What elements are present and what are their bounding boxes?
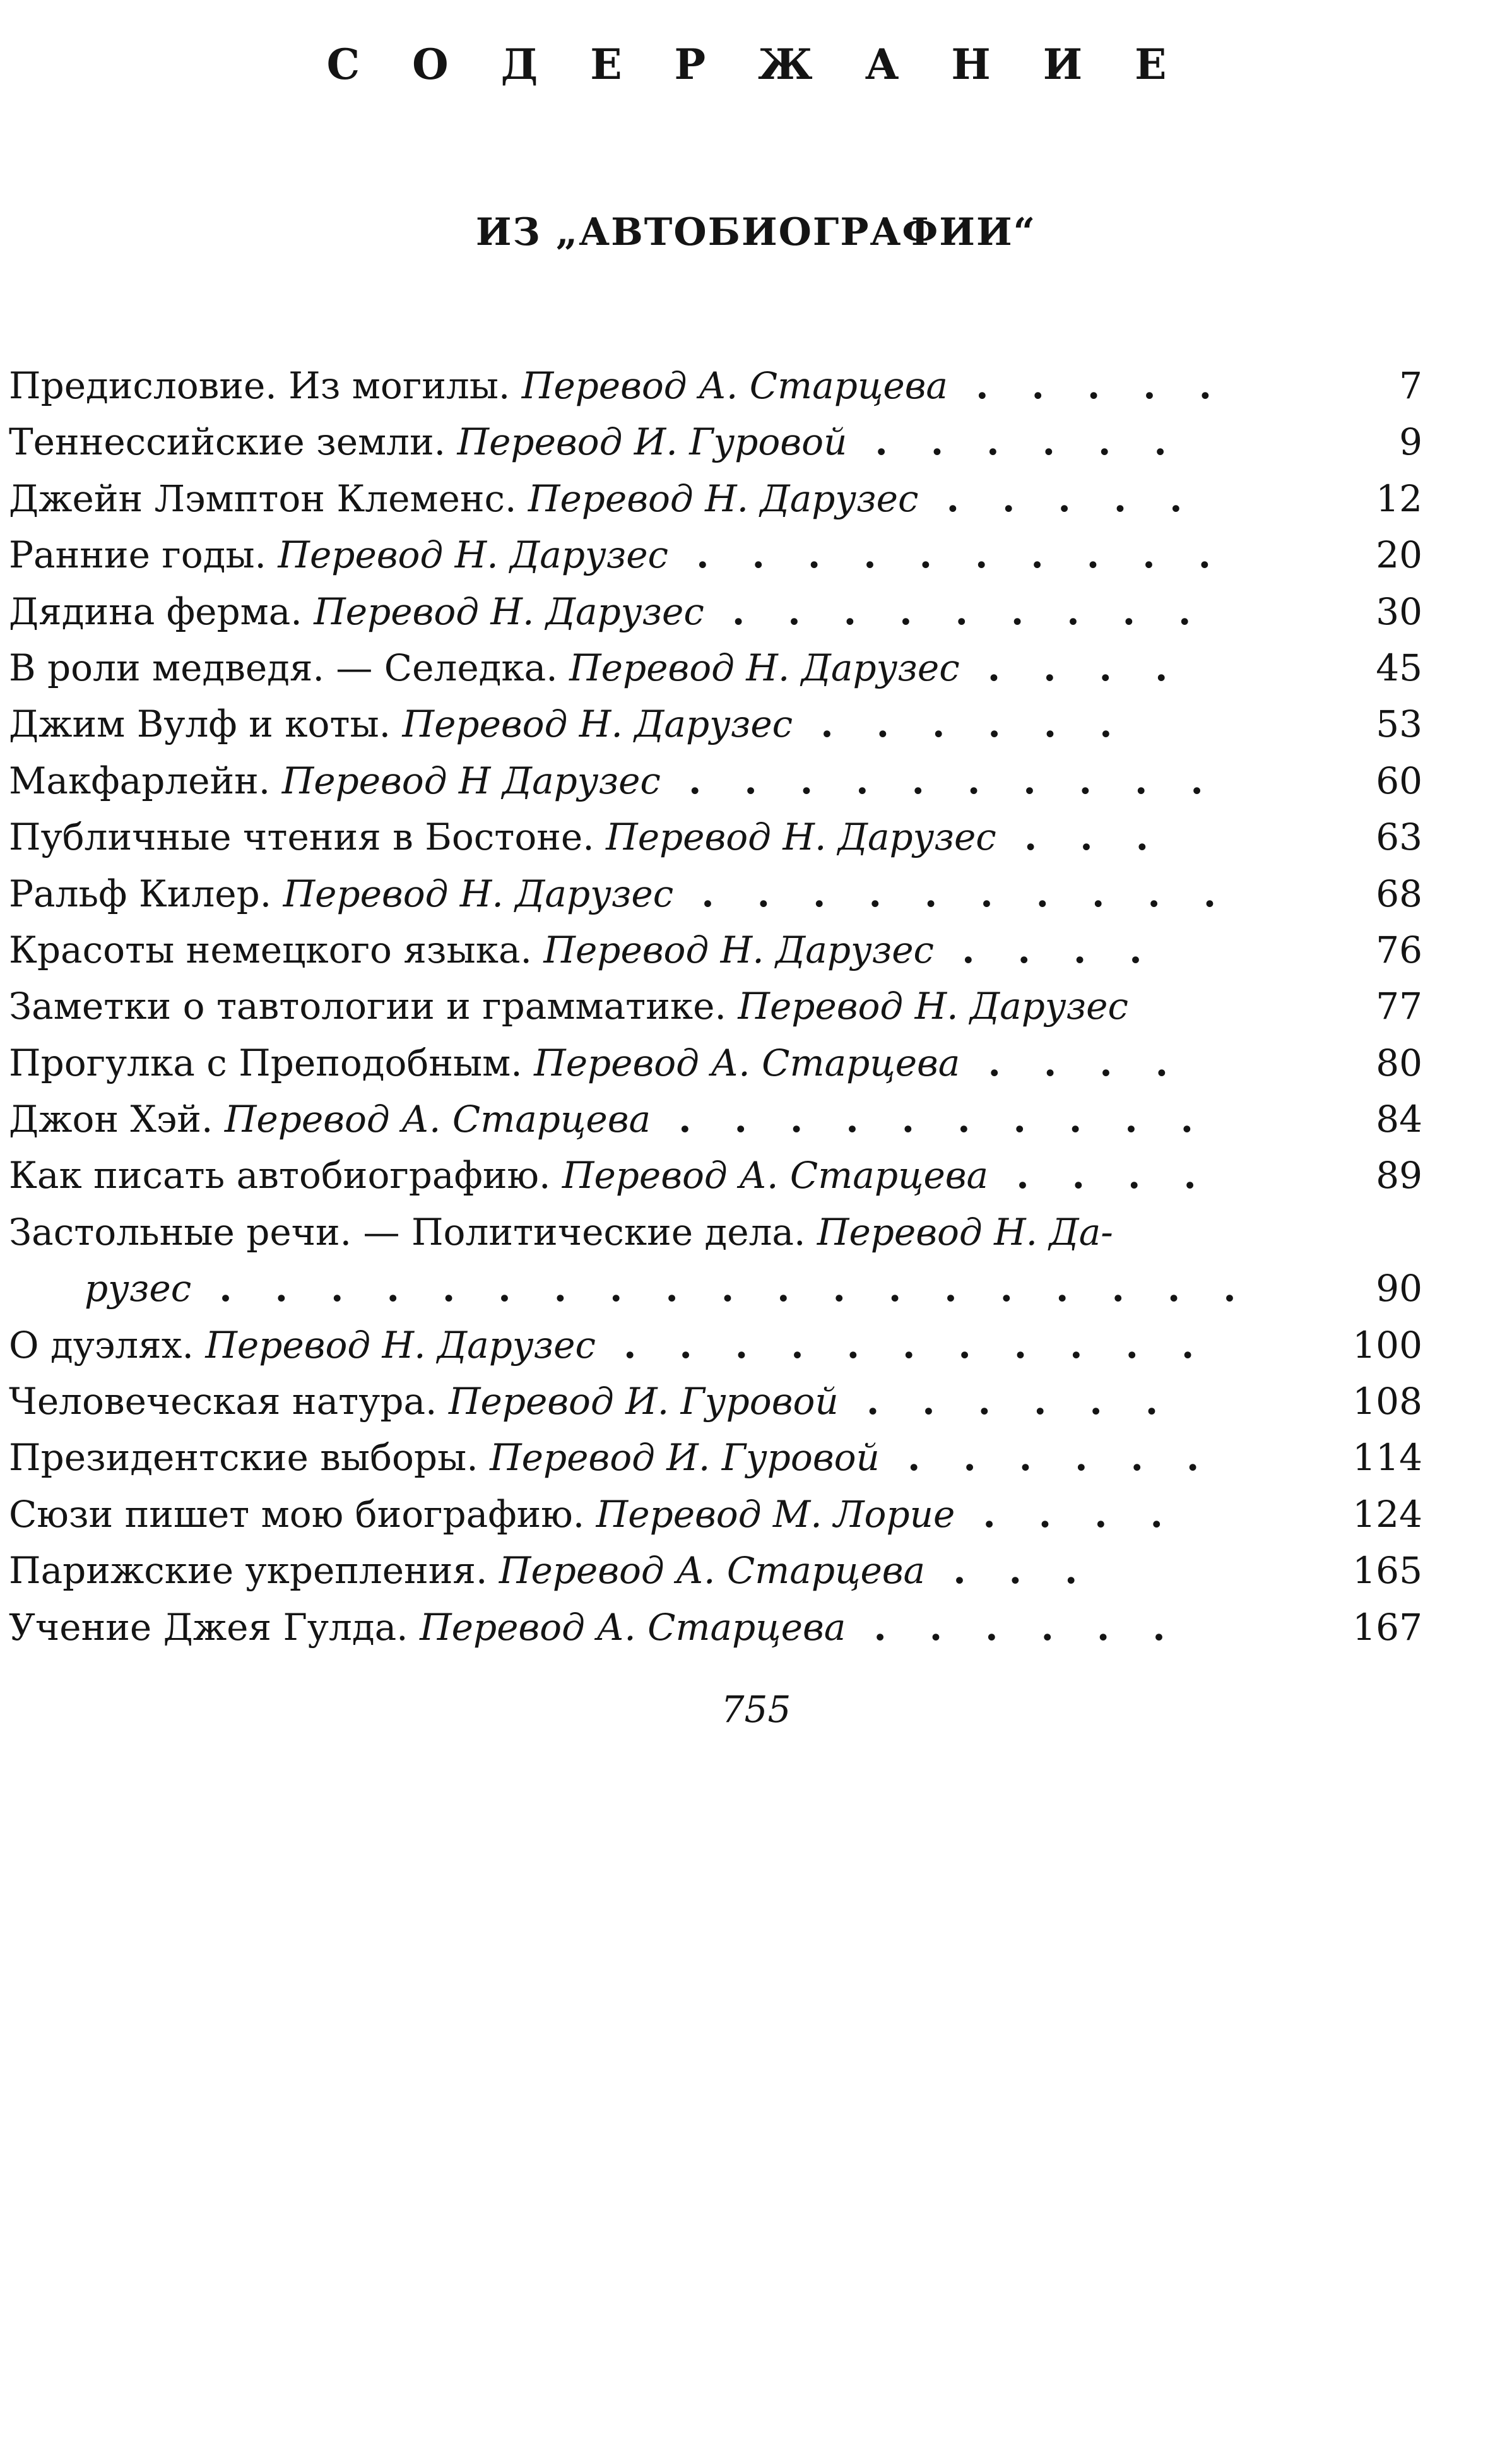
- toc-entry-text: [9, 866, 1284, 922]
- toc-entry-text: [9, 696, 1284, 752]
- toc-entry-translator: Перевод Н. Дарузес: [738, 985, 1128, 1028]
- toc-entry: [9, 1543, 1422, 1599]
- toc-dot-leader: . . . . . .: [793, 703, 1128, 746]
- toc-entry-line: [9, 1261, 1284, 1317]
- toc-entry-text: [9, 1543, 1284, 1599]
- toc-dot-leader: . . . .: [955, 1492, 1178, 1536]
- toc-entry-translator: Перевод Н. Дарузес: [569, 646, 960, 689]
- toc-entry: [9, 1091, 1422, 1148]
- toc-entry-text: [9, 809, 1284, 865]
- toc-entry: [9, 922, 1422, 978]
- toc-entry-title: Джейн Лэмптон Клеменс.: [9, 477, 517, 520]
- toc-entry-page-number: 7: [1399, 364, 1422, 407]
- toc-entry-translator: Перевод А. Старцева: [224, 1098, 651, 1141]
- toc-entry-page-number: 63: [1376, 816, 1422, 859]
- toc-entry: [9, 809, 1422, 865]
- toc-dot-leader: . . . . . . . . . . .: [595, 1323, 1210, 1367]
- toc-entry-title: Красоты немецкого языка.: [9, 928, 532, 971]
- toc-entry-title: Как писать автобиографию.: [9, 1154, 551, 1197]
- toc-entry-title: В роли медведя. — Селедка.: [9, 646, 558, 689]
- toc-entry-title: Предисловие. Из могилы.: [9, 364, 511, 407]
- toc-entry-translator: Перевод Н. Дарузес: [278, 533, 669, 577]
- toc-entry: [9, 1204, 1422, 1317]
- toc-entry-translator: Перевод Н. Дарузес: [283, 872, 674, 915]
- toc-entry-page-number: 90: [1376, 1267, 1422, 1310]
- toc-dot-leader: . . . . . . . . . .: [660, 759, 1219, 802]
- toc-entry-title: Прогулка с Преподобным.: [9, 1041, 523, 1084]
- toc-entry-title: Дядина ферма.: [9, 590, 302, 633]
- toc-entry-title: Ранние годы.: [9, 533, 266, 577]
- toc-entry-text: [9, 1430, 1284, 1486]
- toc-entry-translator: Перевод Н. Дарузес: [528, 477, 919, 520]
- toc-dot-leader: . . . . .: [918, 477, 1198, 520]
- toc-entry-title: Сюзи пишет мою биографию.: [9, 1492, 585, 1536]
- toc-entry-text: [9, 471, 1284, 527]
- toc-entry-title: Джим Вулф и коты.: [9, 703, 391, 746]
- toc-entry-text: [9, 1487, 1284, 1543]
- toc-dot-leader: . . . . . . . . .: [704, 590, 1207, 633]
- toc-entry-title: Застольные речи. — Политические дела.: [9, 1210, 806, 1254]
- toc-entry-text: [9, 978, 1284, 1035]
- toc-entry-page-number: 124: [1352, 1492, 1422, 1536]
- toc-entry-text: [9, 640, 1284, 696]
- toc-entry: [9, 527, 1422, 583]
- toc-dot-leader: . . . . . .: [879, 1436, 1215, 1480]
- toc-entry-text: [9, 1204, 1284, 1317]
- toc-entry-text: [9, 753, 1284, 809]
- toc-entry: [9, 1374, 1422, 1430]
- toc-entry-page-number: 114: [1352, 1436, 1422, 1480]
- toc-entry-title: Президентские выборы.: [9, 1436, 478, 1480]
- toc-dot-leader: . . . . . . . . . . . . . . . . . . .: [191, 1267, 1251, 1310]
- toc-entry-page-number: 76: [1376, 928, 1422, 971]
- toc-entry-translator: Перевод И. Гуровой: [457, 420, 848, 464]
- toc-entry-text: [9, 1091, 1284, 1148]
- toc-dot-leader: . . . . .: [948, 364, 1227, 407]
- toc-dot-leader: . . . . . . . . . .: [673, 872, 1232, 915]
- toc-entry-title: Макфарлейн.: [9, 759, 271, 802]
- toc-entry-page-number: 60: [1376, 759, 1422, 802]
- toc-entry-text: [9, 1374, 1284, 1430]
- toc-entry-page-number: 30: [1376, 590, 1422, 633]
- toc-entry-translator: Перевод А. Старцева: [499, 1549, 926, 1593]
- toc-entry-translator: Перевод А. Старцева: [534, 1041, 960, 1084]
- toc-entry-text: [9, 1035, 1284, 1091]
- toc-entry-page-number: 68: [1376, 872, 1422, 915]
- toc-entry-page-number: 53: [1376, 703, 1422, 746]
- toc-entry: [9, 414, 1422, 470]
- toc-entry-translator: Перевод А. Старцева: [521, 364, 948, 407]
- toc-entry-translator: Перевод Н. Дарузес: [205, 1323, 596, 1367]
- toc-entry-translator: Перевод Н. Дарузес: [543, 928, 935, 971]
- toc-entry-translator: Перевод И. Гуровой: [448, 1380, 839, 1423]
- toc-entry-title: О дуэлях.: [9, 1323, 194, 1367]
- toc-entry-page-number: 89: [1376, 1154, 1422, 1197]
- toc-entry-text: [9, 414, 1284, 470]
- toc-entry-text: [9, 358, 1284, 414]
- toc-entry-translator: Перевод М. Лорие: [596, 1492, 955, 1536]
- toc-entry-text: [9, 922, 1284, 978]
- toc-entry-title: Ральф Килер.: [9, 872, 272, 915]
- toc-entry-translator: Перевод Н. Дарузес: [606, 816, 996, 859]
- toc-entry-title: Учение Джея Гулда.: [9, 1605, 408, 1649]
- toc-entry: [9, 584, 1422, 640]
- toc-entry-translator: Перевод А. Старцева: [420, 1605, 846, 1649]
- toc-entry-page-number: 77: [1376, 985, 1422, 1028]
- toc-entry-text: [9, 1148, 1284, 1204]
- toc-entry-text: [9, 584, 1284, 640]
- toc-entry: [9, 471, 1422, 527]
- toc-entry-title: Человеческая натура.: [9, 1380, 437, 1423]
- toc-entry: [9, 1599, 1422, 1656]
- toc-dot-leader: . . . . . . . . . .: [668, 533, 1226, 577]
- toc-entry-page-number: 108: [1352, 1380, 1422, 1423]
- page-number: 755: [721, 1688, 791, 1731]
- toc-entry-translator: Перевод А. Старцева: [562, 1154, 989, 1197]
- toc-dot-leader: . . .: [996, 816, 1164, 859]
- page-title: С О Д Е Р Ж А Н И Е: [326, 40, 1186, 89]
- toc-dot-leader: . . . . . .: [847, 420, 1182, 464]
- toc-entry: [9, 696, 1422, 752]
- toc-entry-page-number: 45: [1376, 646, 1422, 689]
- toc-entry-page-number: 167: [1352, 1605, 1422, 1649]
- toc-entry: [9, 866, 1422, 922]
- toc-dot-leader: . . . . . . . . . .: [651, 1098, 1208, 1141]
- toc-entry-page-number: 20: [1376, 533, 1422, 577]
- toc-entry-translator: Перевод Н Дарузес: [281, 759, 661, 802]
- toc-entry-page-number: 9: [1399, 420, 1422, 464]
- toc-dot-leader: . . .: [925, 1549, 1093, 1593]
- table-of-contents: [9, 358, 1422, 1656]
- toc-entry-title: Теннессийские земли.: [9, 420, 446, 464]
- toc-dot-leader: . . . .: [959, 646, 1183, 689]
- toc-entry-text: [9, 1317, 1284, 1374]
- toc-entry-title: Публичные чтения в Бостоне.: [9, 816, 594, 859]
- section-title: ИЗ „АВТОБИОГРАФИИ“: [475, 210, 1037, 254]
- toc-entry: [9, 1317, 1422, 1374]
- toc-entry: [9, 1148, 1422, 1204]
- toc-entry-title: Парижские укрепления.: [9, 1549, 488, 1593]
- toc-entry-translator: Перевод Н. Да-: [817, 1210, 1113, 1254]
- toc-entry-line: [9, 1204, 1284, 1261]
- toc-entry-title: Джон Хэй.: [9, 1098, 213, 1141]
- toc-entry-translator: Перевод И. Гуровой: [490, 1436, 880, 1480]
- toc-dot-leader: . . . .: [960, 1041, 1183, 1084]
- toc-entry-page-number: 12: [1376, 477, 1422, 520]
- toc-entry-page-number: 100: [1352, 1323, 1422, 1367]
- toc-entry: [9, 1487, 1422, 1543]
- toc-entry-text: [9, 1599, 1284, 1656]
- toc-entry-translator: Перевод Н. Дарузес: [314, 590, 704, 633]
- toc-entry-page-number: 165: [1352, 1549, 1422, 1593]
- toc-entry-page-number: 84: [1376, 1098, 1422, 1141]
- toc-dot-leader: . . . . . .: [838, 1380, 1174, 1423]
- toc-entry: [9, 358, 1422, 414]
- toc-entry: [9, 1430, 1422, 1486]
- toc-entry: [9, 640, 1422, 696]
- toc-entry: [9, 753, 1422, 809]
- toc-entry-text: [9, 527, 1284, 583]
- toc-entry: [9, 1035, 1422, 1091]
- toc-dot-leader: . . . . . .: [846, 1605, 1181, 1649]
- toc-entry-translator: Перевод Н. Дарузес: [402, 703, 793, 746]
- toc-entry-title: Заметки о тавтологии и грамматике.: [9, 985, 726, 1028]
- toc-entry-translator-continued: рузес: [85, 1267, 192, 1310]
- toc-dot-leader: . . . .: [988, 1154, 1212, 1197]
- toc-dot-leader: . . . .: [934, 928, 1157, 971]
- toc-entry: [9, 978, 1422, 1035]
- toc-entry-page-number: 80: [1376, 1041, 1422, 1084]
